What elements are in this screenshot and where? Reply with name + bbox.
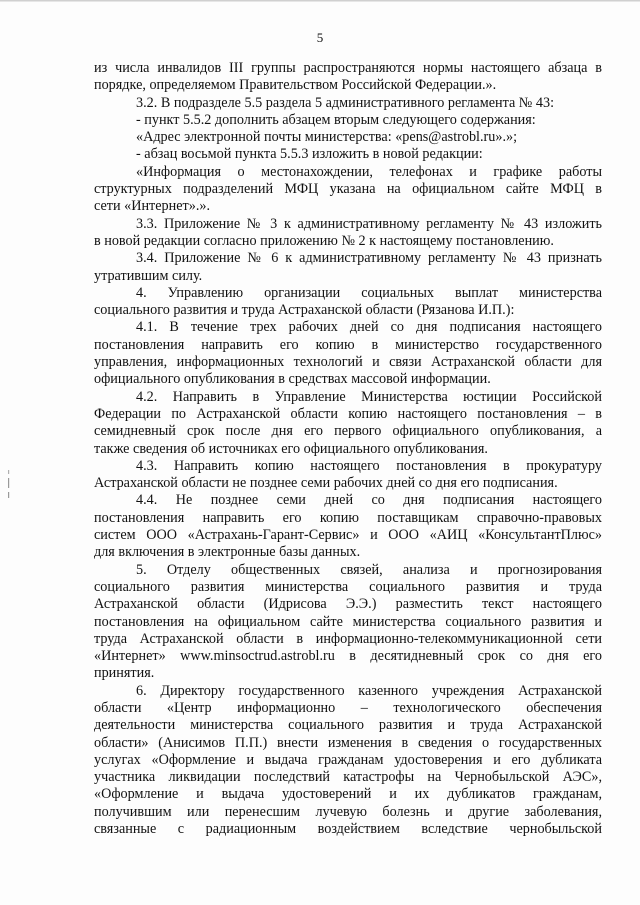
- text-line: официального опубликования в средствах массовой информации.: [94, 371, 491, 388]
- text-line: 4.2. Направить в Управление Министерства юстиции Российской: [136, 388, 602, 405]
- page-number: 5: [316, 30, 324, 45]
- text-line: участника ликвидации последствий катастрофы на Чернобыльской АЭС»,: [94, 769, 602, 786]
- text-line: 5. Отделу общественных связей, анализа и прогнозирования: [136, 561, 602, 578]
- paragraph: [94, 250, 602, 285]
- text-line: - абзац восьмой пункта 5.5.3 изложить в новой редакции:: [136, 146, 483, 163]
- text-line: 3.3. Приложение № 3 к административному регламенту № 43 изложить: [136, 215, 602, 232]
- text-line: 3.4. Приложение № 6 к административному регламенту № 43 признать: [136, 250, 602, 267]
- text-line: также сведения об источниках его официального опубликования.: [94, 440, 488, 457]
- text-line: 4.1. В течение трех рабочих дней со дня подписания настоящего: [136, 319, 602, 336]
- paragraph: [94, 95, 602, 112]
- text-line: в новой редакции согласно приложению № 2 к настоящему постановлению.: [94, 232, 554, 249]
- paragraph: [94, 129, 602, 146]
- text-line: порядке, определяемом Правительством Российской Федерации.».: [94, 77, 497, 94]
- text-line: 4.3. Направить копию настоящего постановления в прокуратуру: [136, 457, 602, 474]
- document-body: [94, 60, 602, 838]
- text-line: для включения в электронные базы данных.: [94, 544, 361, 561]
- text-line: «Информация о местонахождении, телефонах и графике работы: [136, 163, 602, 180]
- paragraph: [94, 319, 602, 388]
- text-line: получившим или перенесшим лучевую болезнь и другие заболевания,: [94, 803, 602, 820]
- paragraph: [94, 492, 602, 561]
- text-line: Астраханской области не позднее семи рабочих дней со дня его подписания.: [94, 475, 558, 492]
- text-line: «Интернет» www.minsoctrud.astrobl.ru в десятидневный срок со дня его: [94, 648, 602, 665]
- text-line: социального развития и труда Астраханской области (Рязанова И.П.):: [94, 302, 515, 319]
- paragraph: [94, 164, 602, 216]
- text-line: деятельности министерства социального развития и труда Астраханской: [94, 717, 602, 734]
- paragraph: [94, 285, 602, 320]
- text-line: семидневный срок после дня его первого официального опубликования, а: [94, 423, 602, 440]
- text-line: сети «Интернет».».: [94, 198, 211, 215]
- text-line: постановления направить его копию в министерство государственного: [94, 336, 602, 353]
- text-line: принятия.: [94, 665, 155, 682]
- text-line: управления, информационных технологий и связи Астраханской области для: [94, 354, 602, 371]
- text-line: социального развития министерства социального развития и труда: [94, 578, 602, 595]
- text-line: постановления на официальном сайте министерства социального развития и: [94, 613, 602, 630]
- text-line: труда Астраханской области в информационно-телекоммуникационной сети: [94, 630, 602, 647]
- paragraph: [94, 683, 602, 839]
- paragraph: [94, 458, 602, 493]
- text-line: Федерации по Астраханской области копию настоящего постановления – в: [94, 405, 602, 422]
- paragraph: [94, 562, 602, 683]
- text-line: «Адрес электронной почты министерства: «pens@astrobl.ru».»;: [136, 129, 518, 146]
- paragraph: [94, 389, 602, 458]
- text-line: области» (Анисимов П.П.) внести изменения в сведения о государственных: [94, 734, 602, 751]
- text-line: из числа инвалидов III группы распространяются нормы настоящего абзаца в: [94, 60, 602, 76]
- text-line: «Оформление и выдача удостоверений и их дубликатов гражданам,: [94, 786, 602, 803]
- paragraph: [94, 146, 602, 163]
- text-line: утратившим силу.: [94, 267, 203, 284]
- text-line: услугах «Оформление и выдача гражданам удостоверения и его дубликата: [94, 751, 602, 768]
- text-line: постановления направить его копию поставщикам справочно-правовых: [94, 509, 602, 526]
- paragraph: [94, 112, 602, 129]
- text-line: 4. Управлению организации социальных выплат министерства: [136, 284, 602, 301]
- text-line: - пункт 5.5.2 дополнить абзацем вторым следующего содержания:: [136, 111, 536, 128]
- text-line: структурных подразделений МФЦ указана на официальном сайте МФЦ в: [94, 181, 602, 198]
- text-line: области «Центр информационно – технологического обеспечения: [94, 699, 602, 716]
- text-line: 6. Директору государственного казенного учреждения Астраханской: [136, 682, 602, 699]
- text-line: систем ООО «Астрахань-Гарант-Сервис» и ООО «АИЦ «КонсультантПлюс»: [94, 527, 602, 544]
- paragraph: [94, 60, 602, 95]
- text-line: Астраханской области (Идрисова Э.Э.) разместить текст настоящего: [94, 596, 602, 613]
- text-line: 3.2. В подразделе 5.5 раздела 5 административного регламента № 43:: [136, 94, 555, 111]
- text-line: связанные с радиационным воздействием вследствие чернобыльской: [94, 821, 602, 838]
- paragraph: [94, 216, 602, 251]
- text-line: 4.4. Не позднее семи дней со дня подписания настоящего: [136, 492, 602, 509]
